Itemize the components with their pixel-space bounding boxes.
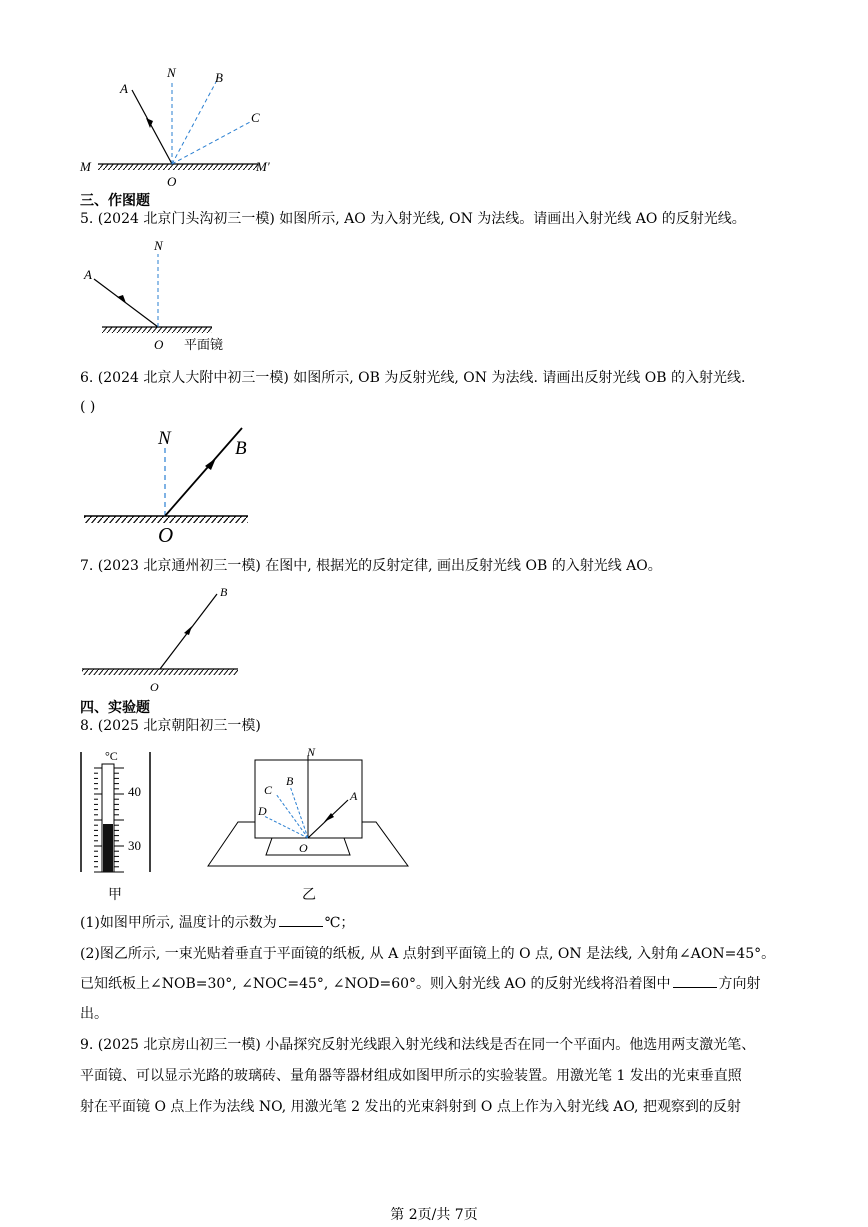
q6-answer-paren: ( )	[80, 399, 96, 415]
mirror-hatch	[98, 164, 258, 170]
label-A: A	[120, 81, 128, 96]
thermometer-liquid	[103, 824, 113, 872]
thermometer-tick-40: 40	[128, 784, 141, 799]
q8-sub2-line2-end: 方向射	[718, 976, 761, 992]
label-B: B	[220, 585, 228, 599]
label-C: C	[264, 783, 273, 797]
q6-figure	[78, 420, 268, 550]
q9-line1: 9. (2025 北京房山初三一模) 小晶探究反射光线跟入射光线和法线是否在同一个平面内。他选用两支激光笔、	[80, 1037, 756, 1053]
label-O: O	[167, 174, 177, 189]
board-figure	[200, 742, 415, 907]
thermometer-figure	[74, 744, 164, 904]
q8-sub2-line2-text: 已知纸板上∠NOB=30°, ∠NOC=45°, ∠NOD=60°。则入射光线 AO 的反射光线将沿着图中	[80, 976, 671, 992]
label-O: O	[150, 680, 159, 694]
q8-text: 8. (2025 北京朝阳初三一模)	[80, 718, 261, 734]
q5-text: 5. (2024 北京门头沟初三一模) 如图所示, AO 为入射光线, ON 为法线。请画出入射光线 AO 的反射光线。	[80, 211, 746, 227]
q9-line3: 射在平面镜 O 点上作为法线 NO, 用激光笔 2 发出的光束斜射到 O 点上作为入射光线 AO, 把观察到的反射	[80, 1099, 741, 1115]
thermometer-tick-30: 30	[128, 838, 141, 853]
q7-text: 7. (2023 北京通州初三一模) 在图中, 根据光的反射定律, 画出反射光线 OB 的入射光线 AO。	[80, 558, 662, 574]
ray-OB	[172, 82, 216, 164]
label-D: D	[258, 804, 267, 818]
q8-sub2-line3: 出。	[80, 1006, 108, 1022]
q9-line2: 平面镜、可以显示光路的玻璃砖、量角器等器材组成如图甲所示的实验装置。用激光笔 1 发出的光束垂直照	[80, 1068, 742, 1084]
incident-ray-AO	[132, 90, 172, 164]
reflected-ray-OB	[165, 428, 242, 516]
label-A: A	[84, 267, 92, 282]
q8-sub2-line1: (2)图乙所示, 一束光贴着垂直于平面镜的纸板, 从 A 点射到平面镜上的 O 点, ON 是法线, 入射角∠AON=45°。	[80, 946, 776, 962]
label-N: N	[158, 428, 171, 449]
label-B: B	[235, 438, 247, 459]
label-B: B	[286, 774, 294, 788]
q6-text: 6. (2024 北京人大附中初三一模) 如图所示, OB 为反射光线, ON 为法线. 请画出反射光线 OB 的入射光线.	[80, 370, 746, 386]
label-O: O	[158, 523, 174, 547]
label-N: N	[154, 238, 163, 253]
caption-yi: 乙	[302, 888, 316, 903]
q8-sub1	[80, 908, 354, 938]
mirror-hatch	[84, 516, 248, 523]
label-M: M	[80, 159, 91, 174]
q7-figure	[78, 580, 258, 695]
q8-sub2-line2	[80, 969, 761, 999]
section4-heading: 四、实验题	[80, 700, 150, 716]
section3-heading: 三、作图题	[80, 193, 150, 209]
label-O: O	[154, 337, 164, 352]
answer-blank-2[interactable]	[673, 973, 717, 988]
caption-jia: 甲	[108, 888, 122, 903]
page-footer: 第 2页/共 7页	[390, 1207, 478, 1223]
label-mirror: 平面镜	[184, 338, 224, 353]
label-A: A	[350, 789, 358, 803]
q8-sub1-text: (1)如图甲所示, 温度计的示数为	[80, 915, 277, 931]
arrow-icon	[117, 295, 126, 303]
thermometer-unit: °C	[105, 749, 118, 763]
q5-figure	[78, 236, 248, 356]
label-N: N	[167, 65, 176, 80]
label-N: N	[307, 745, 316, 759]
q4-figure	[70, 60, 290, 190]
label-C: C	[251, 110, 260, 125]
label-O: O	[299, 841, 308, 855]
label-M-prime: M′	[256, 159, 270, 174]
label-B: B	[215, 70, 223, 85]
mirror-hatch	[102, 327, 212, 333]
mirror-hatch	[82, 669, 238, 675]
arrow-icon	[184, 626, 192, 635]
board-base	[266, 838, 350, 855]
q8-sub1-unit: ℃；	[324, 915, 355, 931]
answer-blank-1[interactable]	[279, 912, 323, 927]
